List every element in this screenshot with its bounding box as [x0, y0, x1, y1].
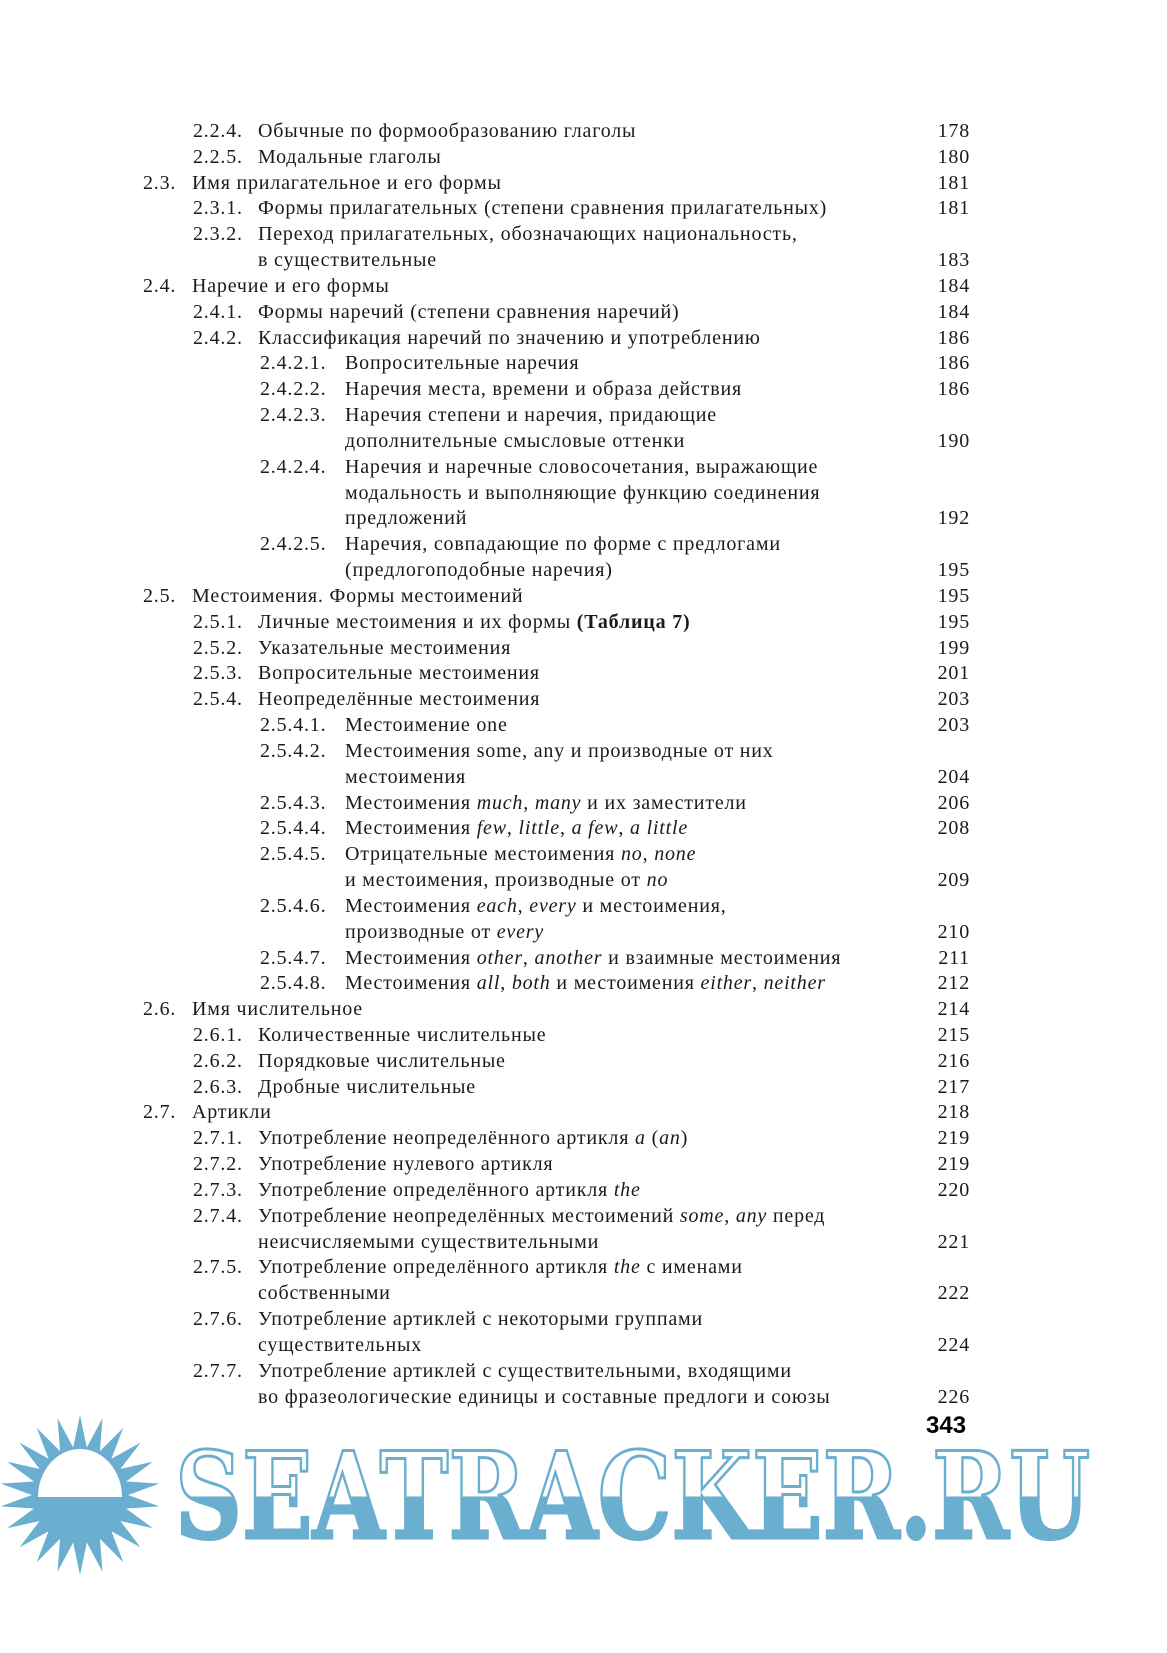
- title-text: и местоимения: [550, 972, 701, 995]
- italic-term: a little: [629, 817, 689, 840]
- title-text: ,: [724, 1204, 736, 1227]
- toc-entry: [0, 1023, 1167, 1049]
- page-ref: 216: [937, 1049, 970, 1072]
- italic-term: the: [613, 1256, 641, 1279]
- toc-entry: [0, 842, 1167, 868]
- section-title: [345, 455, 818, 481]
- title-text: производные от: [345, 920, 497, 943]
- section-number: 2.5.1.: [193, 610, 243, 633]
- title-text: Модальные глаголы: [258, 145, 442, 168]
- section-number: 2.4.2.1.: [260, 352, 327, 375]
- italic-term: every: [529, 894, 577, 917]
- italic-term: an: [659, 1127, 681, 1150]
- title-text: Употребление нулевого артикля: [258, 1153, 554, 1176]
- section-title: [345, 739, 774, 765]
- italic-term: many: [534, 791, 582, 814]
- toc-entry: [0, 455, 1167, 481]
- title-text: ,: [506, 817, 519, 840]
- section-number: 2.5.4.: [193, 688, 243, 711]
- toc-entry: [0, 687, 1167, 713]
- title-text: и местоимения,: [576, 894, 727, 917]
- section-title: [345, 506, 467, 532]
- italic-term: another: [534, 946, 603, 969]
- title-text: Указательные местоимения: [258, 636, 512, 659]
- title-text: Имя прилагательное и его формы: [192, 171, 502, 194]
- section-number: 2.4.: [143, 274, 177, 297]
- section-number: 2.5.2.: [193, 636, 243, 659]
- title-text: Употребление неопределённых местоимений: [258, 1204, 680, 1227]
- toc-entry: [0, 274, 1167, 300]
- title-text: Порядковые числительные: [258, 1049, 506, 1072]
- title-text: в существительные: [258, 249, 437, 272]
- title-text: ): [680, 1127, 689, 1150]
- section-title: [258, 1307, 703, 1333]
- section-title: [258, 1333, 422, 1359]
- title-text: Местоимения: [345, 972, 477, 995]
- title-text: и взаимные местоимения: [602, 946, 842, 969]
- section-title: [345, 868, 668, 894]
- section-number: 2.3.1.: [193, 197, 243, 220]
- title-text: перед: [767, 1204, 826, 1227]
- section-title: [192, 171, 502, 197]
- title-text: Местоимения: [345, 946, 477, 969]
- title-text: Артикли: [192, 1101, 272, 1124]
- section-title: [258, 610, 690, 636]
- section-title: [345, 894, 727, 920]
- section-title: [258, 1230, 599, 1256]
- section-title: [258, 326, 761, 352]
- title-text: Формы наречий (степени сравнения наречий): [258, 300, 680, 323]
- title-text: ,: [642, 843, 655, 866]
- italic-term: both: [511, 972, 551, 995]
- page-ref: 180: [937, 145, 970, 168]
- watermark: [0, 1400, 1167, 1653]
- bold-reference: (Таблица 7): [576, 610, 691, 633]
- section-number: 2.6.1.: [193, 1023, 243, 1046]
- title-text: во фразеологические единицы и составные предлоги и союзы: [258, 1385, 831, 1408]
- section-number: 2.4.2.4.: [260, 455, 327, 478]
- page-ref: 199: [937, 636, 970, 659]
- page-ref: 184: [937, 300, 970, 323]
- section-number: 2.2.5.: [193, 145, 243, 168]
- page-ref: 181: [937, 197, 970, 220]
- toc-entry: [0, 351, 1167, 377]
- section-number: 2.5.4.3.: [260, 791, 327, 814]
- title-text: Употребление неопределённого артикля: [258, 1127, 635, 1150]
- page-ref: 184: [937, 274, 970, 297]
- section-title: [258, 1075, 476, 1101]
- section-number: 2.2.4.: [193, 120, 243, 142]
- toc-entry: [0, 1049, 1167, 1075]
- title-text: Местоимения some, any и производные от них: [345, 739, 774, 762]
- section-number: 2.5.4.2.: [260, 739, 327, 762]
- page-ref: 186: [937, 378, 970, 401]
- title-text: ,: [618, 817, 630, 840]
- section-number: 2.6.2.: [193, 1049, 243, 1072]
- toc-entry: [0, 326, 1167, 352]
- title-text: Употребление определённого артикля: [258, 1178, 614, 1201]
- section-title: [345, 429, 685, 455]
- section-title: [258, 222, 798, 248]
- italic-term: neither: [763, 972, 826, 995]
- page-ref: 219: [937, 1127, 970, 1150]
- page-ref: 217: [937, 1075, 970, 1098]
- title-text: и местоимения, производные от: [345, 869, 647, 892]
- title-text: ,: [559, 817, 572, 840]
- section-title: [345, 532, 781, 558]
- title-text: неисчисляемыми существительными: [258, 1230, 600, 1253]
- toc-entry: [0, 377, 1167, 403]
- toc-entry: [0, 765, 1167, 791]
- section-number: 2.3.: [143, 171, 177, 194]
- title-text: Употребление определённого артикля: [258, 1256, 614, 1279]
- section-title: [345, 558, 613, 584]
- italic-term: any: [735, 1204, 768, 1227]
- title-text: Наречия, совпадающие по форме с предлогами: [345, 533, 781, 556]
- italic-term: some: [679, 1204, 725, 1227]
- section-number: 2.7.1.: [193, 1127, 243, 1150]
- italic-term: no: [620, 843, 643, 866]
- title-text: Формы прилагательных (степени сравнения прилагательных): [258, 197, 828, 220]
- title-text: Местоимение one: [345, 714, 508, 737]
- title-text: (предлогоподобные наречия): [345, 559, 613, 582]
- toc-entry: [0, 1359, 1167, 1385]
- page-ref: 210: [937, 920, 970, 943]
- page-ref: 195: [937, 559, 970, 582]
- title-text: Наречия степени и наречия, придающие: [345, 404, 717, 427]
- title-text: ,: [751, 972, 764, 995]
- page-ref: 204: [937, 765, 970, 788]
- section-title: [258, 1023, 546, 1049]
- section-title: [258, 1152, 553, 1178]
- italic-term: each: [476, 894, 518, 917]
- section-title: [192, 997, 363, 1023]
- title-text: ,: [500, 972, 512, 995]
- section-title: [345, 920, 544, 946]
- section-title: [345, 377, 742, 403]
- title-text: Вопросительные местоимения: [258, 662, 540, 685]
- toc-entry: [0, 403, 1167, 429]
- section-title: [258, 1281, 391, 1307]
- toc-entry: [0, 1204, 1167, 1230]
- title-text: существительных: [258, 1333, 423, 1356]
- title-text: модальность и выполняющие функцию соединения: [345, 481, 821, 504]
- toc-entry: [0, 713, 1167, 739]
- toc-entry: [0, 196, 1167, 222]
- section-number: 2.5.4.7.: [260, 946, 327, 969]
- section-number: 2.7.2.: [193, 1153, 243, 1176]
- section-number: 2.4.2.3.: [260, 404, 327, 427]
- page-ref: 203: [937, 688, 970, 711]
- title-text: (: [645, 1127, 660, 1150]
- section-number: 2.7.6.: [193, 1308, 243, 1331]
- italic-term: a few: [571, 817, 619, 840]
- page-ref: 212: [937, 972, 970, 995]
- page-ref: 201: [937, 662, 970, 685]
- section-number: 2.7.4.: [193, 1204, 243, 1227]
- toc-entry: [0, 636, 1167, 662]
- section-title: [345, 842, 696, 868]
- title-text: предложений: [345, 507, 468, 530]
- section-title: [192, 274, 390, 300]
- title-text: Классификация наречий по значению и употреблению: [258, 326, 761, 349]
- section-number: 2.4.2.5.: [260, 533, 327, 556]
- page-ref: 195: [937, 584, 970, 607]
- title-text: Неопределённые местоимения: [258, 688, 541, 711]
- title-text: Наречия и наречные словосочетания, выражающие: [345, 455, 819, 478]
- title-text: ,: [522, 946, 535, 969]
- watermark-text: SEATRACKER.RU: [175, 1426, 1090, 1567]
- title-text: Местоимения. Формы местоимений: [192, 584, 524, 607]
- toc-entry: [0, 946, 1167, 972]
- section-title: [192, 584, 523, 610]
- title-text: ,: [517, 894, 530, 917]
- toc-entry: [0, 1152, 1167, 1178]
- title-text: ,: [523, 791, 535, 814]
- section-title: [258, 1255, 743, 1281]
- section-number: 2.7.: [143, 1101, 177, 1124]
- toc-entry: [0, 610, 1167, 636]
- title-text: Местоимения: [345, 791, 477, 814]
- section-title: [345, 403, 717, 429]
- toc-entry: [0, 997, 1167, 1023]
- toc-entry: [0, 1126, 1167, 1152]
- title-text: Наречие и его формы: [192, 274, 390, 297]
- toc-entry: [0, 661, 1167, 687]
- section-number: 2.4.2.: [193, 326, 243, 349]
- section-title: [258, 661, 540, 687]
- section-number: 2.5.4.6.: [260, 894, 327, 917]
- page-ref: 221: [937, 1230, 970, 1253]
- sun-logo-icon: [1, 1415, 159, 1575]
- section-title: [258, 636, 511, 662]
- title-text: и их заместители: [581, 791, 747, 814]
- section-number: 2.5.4.5.: [260, 843, 327, 866]
- section-title: [345, 481, 820, 507]
- toc-entry: [0, 171, 1167, 197]
- section-title: [258, 1359, 792, 1385]
- toc-entry: [0, 584, 1167, 610]
- toc-entry: [0, 1333, 1167, 1359]
- italic-term: the: [613, 1178, 641, 1201]
- toc-entry: [0, 248, 1167, 274]
- title-text: Количественные числительные: [258, 1023, 547, 1046]
- page-ref: 190: [937, 429, 970, 452]
- italic-term: few: [476, 817, 507, 840]
- section-title: [345, 713, 508, 739]
- section-title: [192, 1100, 272, 1126]
- section-title: [258, 196, 827, 222]
- title-text: Дробные числительные: [258, 1075, 476, 1098]
- page-ref: 178: [937, 120, 970, 142]
- page-ref: 219: [937, 1153, 970, 1176]
- page-ref: 218: [937, 1101, 970, 1124]
- section-title: [258, 248, 437, 274]
- section-number: 2.7.7.: [193, 1359, 243, 1382]
- toc-entry: [0, 920, 1167, 946]
- page-ref: 222: [937, 1282, 970, 1305]
- toc-entry: [0, 481, 1167, 507]
- page-ref: 186: [937, 352, 970, 375]
- section-title: [258, 1126, 688, 1152]
- toc-entry: [0, 1255, 1167, 1281]
- title-text: Употребление артиклей с существительными, входящими: [258, 1359, 792, 1382]
- italic-term: none: [654, 843, 697, 866]
- toc-entry: [0, 1178, 1167, 1204]
- page-ref: 186: [937, 326, 970, 349]
- section-title: [258, 145, 442, 171]
- title-text: Вопросительные наречия: [345, 352, 580, 375]
- section-title: [345, 791, 747, 817]
- toc-entry: [0, 506, 1167, 532]
- toc-entry: [0, 300, 1167, 326]
- title-text: Отрицательные местоимения: [345, 843, 621, 866]
- section-title: [345, 946, 841, 972]
- title-text: Переход прилагательных, обозначающих национальность,: [258, 223, 798, 246]
- toc-entry: [0, 532, 1167, 558]
- toc-entry: [0, 429, 1167, 455]
- page-ref: 195: [937, 610, 970, 633]
- table-of-contents: [0, 119, 1167, 1410]
- toc-entry: [0, 894, 1167, 920]
- page-ref: 224: [937, 1333, 970, 1356]
- toc-entry: [0, 868, 1167, 894]
- page-ref: 181: [937, 171, 970, 194]
- section-title: [258, 119, 636, 145]
- section-number: 2.5.4.1.: [260, 714, 327, 737]
- section-title: [258, 300, 679, 326]
- title-text: собственными: [258, 1282, 391, 1305]
- italic-term: other: [476, 946, 523, 969]
- section-number: 2.5.4.4.: [260, 817, 327, 840]
- title-text: с именами: [640, 1256, 743, 1279]
- section-title: [345, 351, 579, 377]
- toc-entry: [0, 1281, 1167, 1307]
- section-title: [258, 687, 540, 713]
- section-number: 2.3.2.: [193, 223, 243, 246]
- section-number: 2.7.3.: [193, 1178, 243, 1201]
- title-text: местоимения: [345, 765, 467, 788]
- toc-entry: [0, 558, 1167, 584]
- toc-entry: [0, 1307, 1167, 1333]
- page-number: 343: [926, 1412, 967, 1439]
- toc-entry: [0, 145, 1167, 171]
- section-number: 2.4.2.2.: [260, 378, 327, 401]
- page-ref: 192: [937, 507, 970, 530]
- italic-term: all: [476, 972, 501, 995]
- toc-entry: [0, 119, 1167, 145]
- title-text: дополнительные смысловые оттенки: [345, 429, 686, 452]
- title-text: Имя числительное: [192, 998, 363, 1021]
- toc-entry: [0, 739, 1167, 765]
- section-title: [258, 1049, 506, 1075]
- page-ref: 206: [937, 791, 970, 814]
- section-title: [345, 971, 826, 997]
- section-number: 2.5.4.8.: [260, 972, 327, 995]
- italic-term: either: [700, 972, 752, 995]
- section-title: [345, 765, 466, 791]
- toc-entry: [0, 791, 1167, 817]
- page-ref: 203: [937, 714, 970, 737]
- title-text: Личные местоимения и их формы: [258, 610, 577, 633]
- section-number: 2.6.3.: [193, 1075, 243, 1098]
- italic-term: a: [635, 1127, 646, 1150]
- page-ref: 214: [937, 998, 970, 1021]
- section-number: 2.7.5.: [193, 1256, 243, 1279]
- section-number: 2.6.: [143, 998, 177, 1021]
- toc-entry: [0, 222, 1167, 248]
- page-ref: 211: [938, 946, 970, 969]
- title-text: Употребление артиклей с некоторыми группами: [258, 1308, 704, 1331]
- toc-entry: [0, 1075, 1167, 1101]
- italic-term: little: [518, 817, 560, 840]
- title-text: Местоимения: [345, 894, 477, 917]
- section-title: [345, 816, 688, 842]
- page-ref: 226: [937, 1385, 970, 1408]
- italic-term: much: [476, 791, 524, 814]
- italic-term: every: [496, 920, 545, 943]
- section-title: [258, 1204, 825, 1230]
- page-ref: 215: [937, 1023, 970, 1046]
- page-ref: 220: [937, 1178, 970, 1201]
- title-text: Наречия места, времени и образа действия: [345, 378, 742, 401]
- page-ref: 208: [937, 817, 970, 840]
- section-number: 2.5.3.: [193, 662, 243, 685]
- title-text: Местоимения: [345, 817, 477, 840]
- title-text: Обычные по формообразованию глаголы: [258, 120, 637, 142]
- section-number: 2.5.: [143, 584, 177, 607]
- section-title: [258, 1178, 641, 1204]
- toc-entry: [0, 816, 1167, 842]
- page-ref: 183: [937, 249, 970, 272]
- italic-term: no: [646, 869, 669, 892]
- toc-entry: [0, 1230, 1167, 1256]
- section-number: 2.4.1.: [193, 300, 243, 323]
- toc-entry: [0, 1100, 1167, 1126]
- toc-entry: [0, 971, 1167, 997]
- page-ref: 209: [937, 869, 970, 892]
